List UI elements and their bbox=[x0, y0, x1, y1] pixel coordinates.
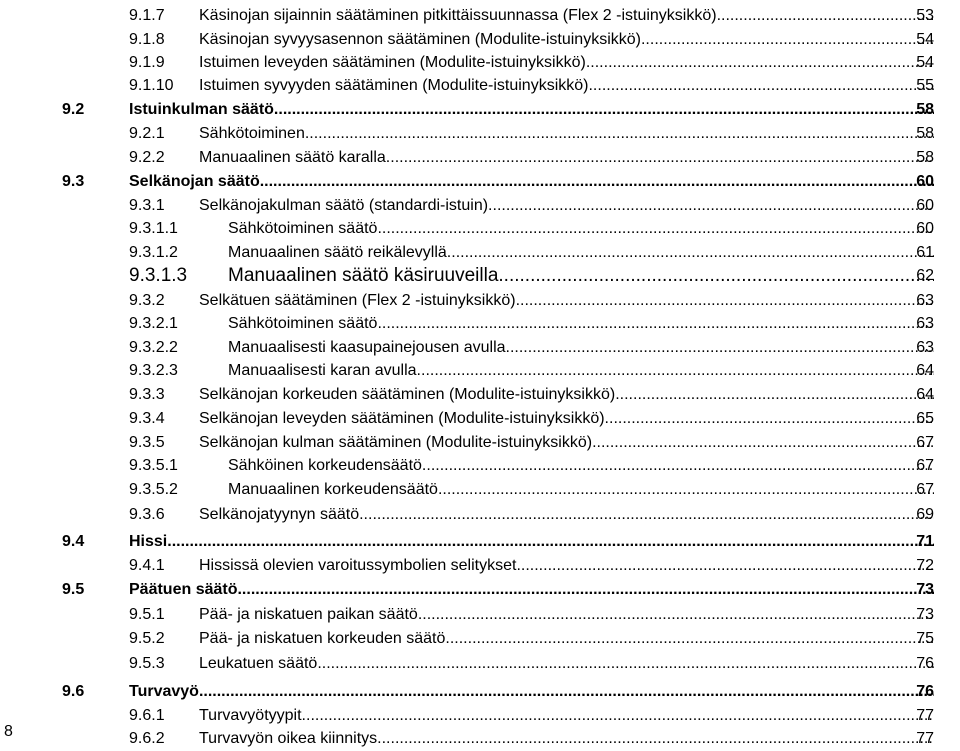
toc-entry-title-line bbox=[199, 554, 934, 578]
toc-entry-page: 67 bbox=[916, 434, 934, 451]
toc-entry-number: 9.4.1 bbox=[129, 557, 165, 574]
dot-leader bbox=[447, 241, 934, 265]
toc-entry-title-line bbox=[199, 407, 934, 431]
toc-entry-title: Hississä olevien varoitussymbolien selitykset bbox=[199, 557, 517, 574]
toc-entry-page: 73 bbox=[916, 606, 934, 623]
toc-entry-page: 77 bbox=[916, 707, 934, 724]
toc-entry-page: 73 bbox=[916, 581, 934, 598]
toc-entry-title: Käsinojan sijainnin säätäminen pitkittäissuunnassa (Flex 2 -istuinyksikkö) bbox=[199, 7, 717, 24]
toc-entry-title-line bbox=[199, 146, 934, 170]
toc-entry-number: 9.3.3 bbox=[129, 386, 165, 403]
toc-entry-page: 60 bbox=[916, 197, 934, 214]
toc-entry-title-line bbox=[199, 431, 934, 455]
toc-entry-page: 64 bbox=[916, 386, 934, 403]
toc-entry[interactable] bbox=[0, 289, 960, 313]
toc-entry-page: 67 bbox=[916, 481, 934, 498]
toc-entry-page: 76 bbox=[916, 683, 934, 700]
toc-entry-title-line bbox=[199, 194, 934, 218]
dot-leader bbox=[516, 554, 934, 578]
toc-entry-title: Manuaalisesti kaasupainejousen avulla bbox=[228, 339, 506, 356]
toc-entry-page: 77 bbox=[916, 730, 934, 747]
toc-entry-number: 9.3.2.3 bbox=[129, 362, 178, 379]
toc-entry-page: 76 bbox=[916, 655, 934, 672]
toc-entry-title: Istuimen syvyyden säätäminen (Modulite-istuinyksikkö) bbox=[199, 77, 589, 94]
toc-entry-number: 9.4 bbox=[62, 533, 85, 550]
toc-entry-number: 9.3.2.2 bbox=[129, 339, 178, 356]
toc-entry-title: Sähköinen korkeudensäätö bbox=[228, 457, 422, 474]
dot-leader bbox=[516, 289, 934, 313]
toc-entry-title: Manuaalinen säätö reikälevyllä bbox=[228, 244, 447, 261]
toc-entry-page: 53 bbox=[916, 7, 934, 24]
toc-entry[interactable] bbox=[0, 170, 960, 194]
toc-entry-title: Istuinkulman säätö bbox=[129, 101, 274, 118]
toc-entry-title: Manuaalinen säätö karalla bbox=[199, 149, 386, 166]
toc-entry-title-line bbox=[199, 51, 934, 75]
toc-entry-page: 54 bbox=[916, 31, 934, 48]
toc-entry-page: 64 bbox=[916, 362, 934, 379]
dot-leader bbox=[615, 383, 934, 407]
toc-entry-title-line bbox=[199, 122, 934, 146]
toc-entry-page: 75 bbox=[916, 630, 934, 647]
toc-entry-number: 9.6.2 bbox=[129, 730, 165, 747]
toc-entry-number: 9.5.2 bbox=[129, 630, 165, 647]
toc-entry[interactable] bbox=[0, 680, 960, 704]
toc-entry-title: Sähkötoiminen bbox=[199, 125, 305, 142]
toc-entry[interactable] bbox=[0, 122, 960, 146]
toc-entry-title-line bbox=[228, 241, 934, 265]
toc-entry-title: Hissi bbox=[129, 533, 168, 550]
toc-entry-title-line bbox=[228, 312, 934, 336]
toc-entry-number: 9.1.8 bbox=[129, 31, 165, 48]
toc-entry-number: 9.3 bbox=[62, 173, 85, 190]
page-number: 8 bbox=[4, 723, 13, 740]
toc-entry-title-line bbox=[129, 680, 934, 704]
dot-leader bbox=[305, 122, 934, 146]
toc-entry-title-line bbox=[228, 264, 934, 288]
toc-entry-number: 9.3.6 bbox=[129, 506, 165, 523]
toc-entry-number: 9.3.4 bbox=[129, 410, 165, 427]
toc-entry-number: 9.3.1.3 bbox=[129, 265, 188, 286]
toc-entry[interactable] bbox=[0, 652, 960, 676]
dot-leader bbox=[359, 503, 934, 527]
toc-entry-page: 71 bbox=[916, 533, 934, 550]
toc-entry-title-line bbox=[199, 627, 934, 651]
toc-entry-page: 69 bbox=[916, 506, 934, 523]
toc-entry-title-line bbox=[199, 74, 934, 98]
toc-entry[interactable] bbox=[0, 312, 960, 336]
toc-entry[interactable] bbox=[0, 603, 960, 627]
dot-leader bbox=[506, 336, 934, 360]
toc-entry[interactable] bbox=[0, 241, 960, 265]
toc-entry-number: 9.1.7 bbox=[129, 7, 165, 24]
dot-leader bbox=[167, 530, 934, 554]
toc-entry[interactable] bbox=[0, 478, 960, 502]
toc-entry-title-line bbox=[199, 704, 934, 728]
toc-entry-number: 9.1.9 bbox=[129, 54, 165, 71]
toc-entry[interactable] bbox=[0, 530, 960, 554]
dot-leader bbox=[592, 431, 934, 455]
toc-entry-title: Selkänojakulman säätö (standardi-istuin) bbox=[199, 197, 489, 214]
toc-entry-title: Selkänojan säätö bbox=[129, 173, 260, 190]
toc-entry-title: Manuaalinen korkeudensäätö bbox=[228, 481, 438, 498]
toc-entry-title-line bbox=[228, 217, 934, 241]
toc-entry-title-line bbox=[199, 289, 934, 313]
toc-entry-number: 9.3.5.1 bbox=[129, 457, 178, 474]
toc-entry-title: Käsinojan syvyysasennon säätäminen (Modulite-istuinyksikkö) bbox=[199, 31, 641, 48]
toc-entry-title: Manuaalinen säätö käsiruuveilla bbox=[228, 265, 499, 286]
toc-entry-title-line bbox=[199, 652, 934, 676]
toc-entry-page: 61 bbox=[916, 244, 934, 261]
dot-leader bbox=[260, 170, 934, 194]
dot-leader bbox=[605, 407, 934, 431]
toc-entry-title-line bbox=[228, 478, 934, 502]
toc-entry[interactable] bbox=[0, 407, 960, 431]
toc-entry-page: 65 bbox=[916, 410, 934, 427]
dot-leader bbox=[586, 51, 934, 75]
dot-leader bbox=[641, 28, 934, 52]
toc-entry-number: 9.1.10 bbox=[129, 77, 174, 94]
toc-entry-title: Päätuen säätö bbox=[129, 581, 238, 598]
toc-entry-page: 72 bbox=[916, 557, 934, 574]
toc-entry[interactable] bbox=[0, 383, 960, 407]
toc-entry-number: 9.3.1 bbox=[129, 197, 165, 214]
toc-entry-page: 63 bbox=[916, 315, 934, 332]
toc-entry-title-line bbox=[199, 383, 934, 407]
dot-leader bbox=[422, 454, 934, 478]
toc-entry-title-line bbox=[129, 578, 934, 602]
dot-leader bbox=[498, 264, 934, 288]
toc-entry-page: 60 bbox=[916, 220, 934, 237]
toc-entry-title: Selkänojan kulman säätäminen (Modulite-istuinyksikkö) bbox=[199, 434, 593, 451]
toc-entry-number: 9.5.3 bbox=[129, 655, 165, 672]
toc-entry[interactable] bbox=[0, 146, 960, 170]
dot-leader bbox=[438, 478, 934, 502]
toc-entry[interactable] bbox=[0, 264, 960, 288]
toc-entry[interactable] bbox=[0, 28, 960, 52]
toc-entry-title: Turvavyötyypit bbox=[199, 707, 302, 724]
dot-leader bbox=[417, 359, 934, 383]
toc-entry-number: 9.3.2 bbox=[129, 292, 165, 309]
toc-entry-title-line bbox=[129, 530, 934, 554]
toc-entry[interactable] bbox=[0, 98, 960, 122]
toc-entry-number: 9.3.1.1 bbox=[129, 220, 178, 237]
toc-entry-number: 9.6.1 bbox=[129, 707, 165, 724]
dot-leader bbox=[386, 146, 934, 170]
toc-entry[interactable] bbox=[0, 554, 960, 578]
dot-leader bbox=[377, 312, 934, 336]
toc-entry-title-line bbox=[228, 359, 934, 383]
toc-entry-number: 9.3.2.1 bbox=[129, 315, 178, 332]
dot-leader bbox=[199, 680, 934, 704]
toc-entry-page: 63 bbox=[916, 292, 934, 309]
toc-entry-title: Sähkötoiminen säätö bbox=[228, 315, 378, 332]
toc-entry-title: Selkätuen säätäminen (Flex 2 -istuinyksikkö) bbox=[199, 292, 516, 309]
toc-entry[interactable] bbox=[0, 727, 960, 751]
toc-entry-title-line bbox=[228, 336, 934, 360]
toc-entry[interactable] bbox=[0, 454, 960, 478]
toc-entry-title: Turvavyö bbox=[129, 683, 199, 700]
dot-leader bbox=[377, 217, 934, 241]
toc-entry-number: 9.5.1 bbox=[129, 606, 165, 623]
toc-entry-number: 9.5 bbox=[62, 581, 85, 598]
toc-entry-title: Leukatuen säätö bbox=[199, 655, 318, 672]
toc-entry-number: 9.6 bbox=[62, 683, 85, 700]
toc-entry-title-line bbox=[199, 603, 934, 627]
toc-entry-title-line bbox=[129, 170, 934, 194]
dot-leader bbox=[588, 74, 934, 98]
toc-entry-page: 58 bbox=[916, 125, 934, 142]
toc-entry-title: Pää- ja niskatuen korkeuden säätö bbox=[199, 630, 446, 647]
dot-leader bbox=[274, 98, 934, 122]
toc-entry-title: Selkänojan leveyden säätäminen (Modulite-istuinyksikkö) bbox=[199, 410, 605, 427]
toc-entry[interactable] bbox=[0, 336, 960, 360]
toc-entry[interactable] bbox=[0, 704, 960, 728]
toc-entry[interactable] bbox=[0, 431, 960, 455]
toc-entry-title-line bbox=[228, 454, 934, 478]
toc-entry-title-line bbox=[199, 503, 934, 527]
toc-entry-title: Pää- ja niskatuen paikan säätö bbox=[199, 606, 418, 623]
toc-entry-page: 60 bbox=[916, 173, 934, 190]
dot-leader bbox=[302, 704, 934, 728]
toc-entry[interactable] bbox=[0, 194, 960, 218]
toc-entry-title: Manuaalisesti karan avulla bbox=[228, 362, 417, 379]
toc-entry-title-line bbox=[199, 28, 934, 52]
toc-entry-title: Istuimen leveyden säätäminen (Modulite-istuinyksikkö) bbox=[199, 54, 586, 71]
toc-entry-page: 58 bbox=[916, 149, 934, 166]
toc-entry-page: 62 bbox=[916, 267, 934, 284]
toc-entry-title: Selkänojan korkeuden säätäminen (Modulite-istuinyksikkö) bbox=[199, 386, 616, 403]
toc-entry[interactable] bbox=[0, 74, 960, 98]
toc-entry-page: 67 bbox=[916, 457, 934, 474]
toc-entry-title-line bbox=[199, 727, 934, 751]
toc-entry-number: 9.3.5 bbox=[129, 434, 165, 451]
dot-leader bbox=[445, 627, 934, 651]
toc-entry-number: 9.3.5.2 bbox=[129, 481, 178, 498]
toc-entry[interactable] bbox=[0, 217, 960, 241]
toc-entry-title: Selkänojatyynyn säätö bbox=[199, 506, 360, 523]
toc-entry-title-line bbox=[129, 98, 934, 122]
toc-entry-page: 63 bbox=[916, 339, 934, 356]
toc-entry-title: Turvavyön oikea kiinnitys bbox=[199, 730, 378, 747]
toc-entry[interactable] bbox=[0, 4, 960, 28]
toc-entry[interactable] bbox=[0, 359, 960, 383]
toc-entry[interactable] bbox=[0, 51, 960, 75]
toc-entry[interactable] bbox=[0, 503, 960, 527]
dot-leader bbox=[377, 727, 934, 751]
dot-leader bbox=[317, 652, 934, 676]
toc-entry[interactable] bbox=[0, 627, 960, 651]
dot-leader bbox=[488, 194, 934, 218]
toc-entry-page: 54 bbox=[916, 54, 934, 71]
toc-entry-number: 9.2 bbox=[62, 101, 85, 118]
toc-entry-number: 9.3.1.2 bbox=[129, 244, 178, 261]
toc-entry-number: 9.2.2 bbox=[129, 149, 165, 166]
dot-leader bbox=[237, 578, 934, 602]
toc-entry-number: 9.2.1 bbox=[129, 125, 165, 142]
dot-leader bbox=[717, 4, 934, 28]
toc-entry-title: Sähkötoiminen säätö bbox=[228, 220, 378, 237]
toc-entry-page: 55 bbox=[916, 77, 934, 94]
toc-entry-title-line bbox=[199, 4, 934, 28]
toc-entry[interactable] bbox=[0, 578, 960, 602]
dot-leader bbox=[418, 603, 934, 627]
toc-entry-page: 58 bbox=[916, 101, 934, 118]
